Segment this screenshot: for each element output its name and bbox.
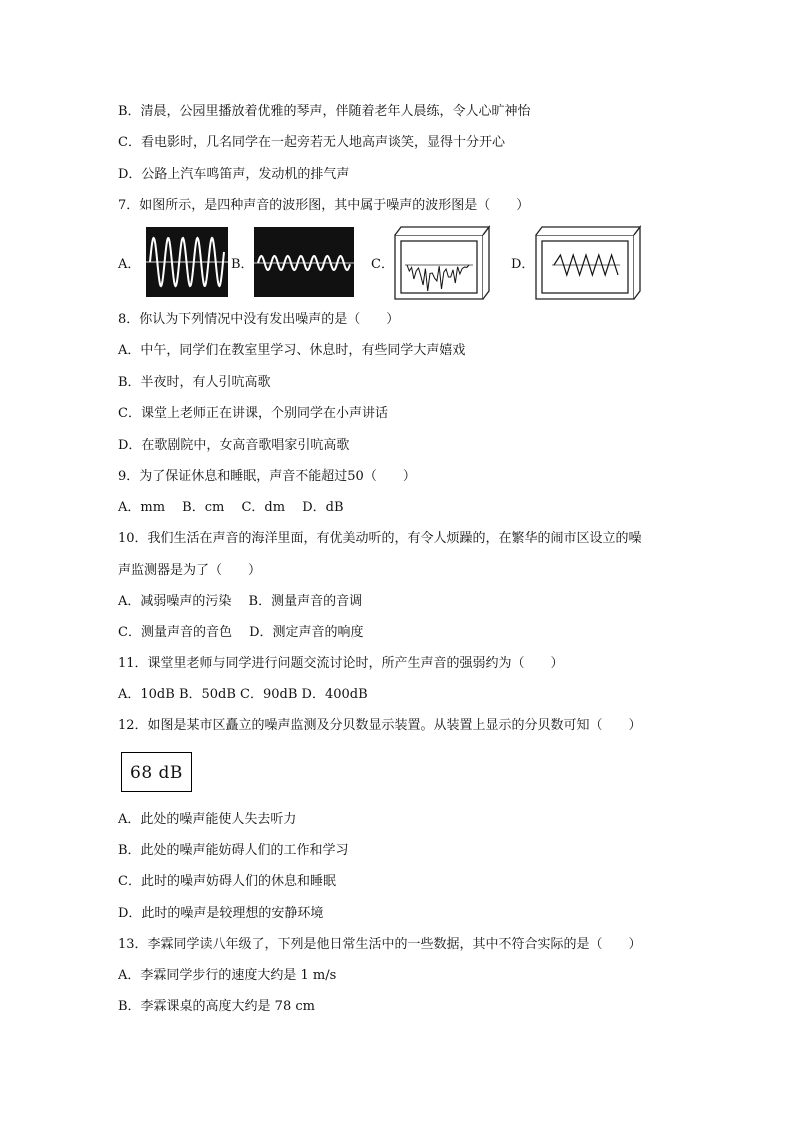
option-line: C．测量声音的音色 D．测定声音的响度 (118, 625, 364, 640)
option-line: B．半夜时，有人引吭高歌 (118, 375, 271, 390)
question-7: 7．如图所示，是四种声音的波形图，其中属于噪声的波形图是（ ） (118, 198, 530, 213)
decibel-reading: 68 dB (130, 763, 183, 783)
option-line: C．看电影时，几名同学在一起旁若无人地高声谈笑，显得十分开心 (118, 135, 505, 150)
option-line: A．李霖同学步行的速度大约是 1 m/s (118, 968, 337, 983)
waveform-a (146, 227, 228, 297)
question-12: 12．如图是某市区矗立的噪声监测及分贝数显示装置。从装置上显示的分贝数可知（ ） (118, 718, 642, 733)
fig7-label-b: B． (231, 257, 254, 272)
option-line: A．mm B．cm C．dm D．dB (118, 500, 344, 515)
option-line: A．减弱噪声的污染 B．测量声音的音调 (118, 594, 363, 609)
option-line: A．中午，同学们在教室里学习、休息时，有些同学大声嬉戏 (118, 343, 466, 358)
option-line: A．10dB B．50dB C．90dB D．400dB (118, 687, 368, 702)
question-8: 8．你认为下列情况中没有发出噪声的是（ ） (118, 312, 400, 327)
question-9: 9．为了保证休息和睡眠，声音不能超过50（ ） (118, 469, 416, 484)
option-line: B．此处的噪声能妨碍人们的工作和学习 (118, 843, 349, 858)
option-line: D．在歌剧院中，女高音歌唱家引吭高歌 (118, 438, 350, 453)
decibel-display (121, 752, 192, 792)
option-line: C．此时的噪声妨碍人们的休息和睡眠 (118, 874, 336, 889)
question-10-cont: 声监测器是为了（ ） (118, 563, 262, 578)
option-line: A．此处的噪声能使人失去听力 (118, 812, 297, 827)
fig7-label-a: A． (118, 257, 141, 272)
question-13: 13．李霖同学读八年级了，下列是他日常生活中的一些数据，其中不符合实际的是（ ） (118, 937, 642, 952)
option-line: C．课堂上老师正在讲课，个别同学在小声讲话 (118, 406, 388, 421)
fig7-label-c: C． (371, 257, 394, 272)
question-11: 11．课堂里老师与同学进行问题交流讨论时，所产生声音的强弱约为（ ） (118, 656, 564, 671)
option-line: B．清晨，公园里播放着优雅的琴声，伴随着老年人晨练，令人心旷神怡 (118, 104, 531, 119)
fig7-label-d: D． (511, 257, 535, 272)
question-10: 10．我们生活在声音的海洋里面，有优美动听的，有令人烦躁的，在繁华的闹市区设立的噪 (118, 531, 642, 546)
waveform-d (532, 221, 644, 303)
option-line: B．李霖课桌的高度大约是 78 cm (118, 999, 315, 1014)
waveform-b (254, 227, 354, 297)
option-line: D．此时的噪声是较理想的安静环境 (118, 906, 324, 921)
option-line: D．公路上汽车鸣笛声，发动机的排气声 (118, 167, 350, 182)
waveform-c (391, 221, 491, 303)
